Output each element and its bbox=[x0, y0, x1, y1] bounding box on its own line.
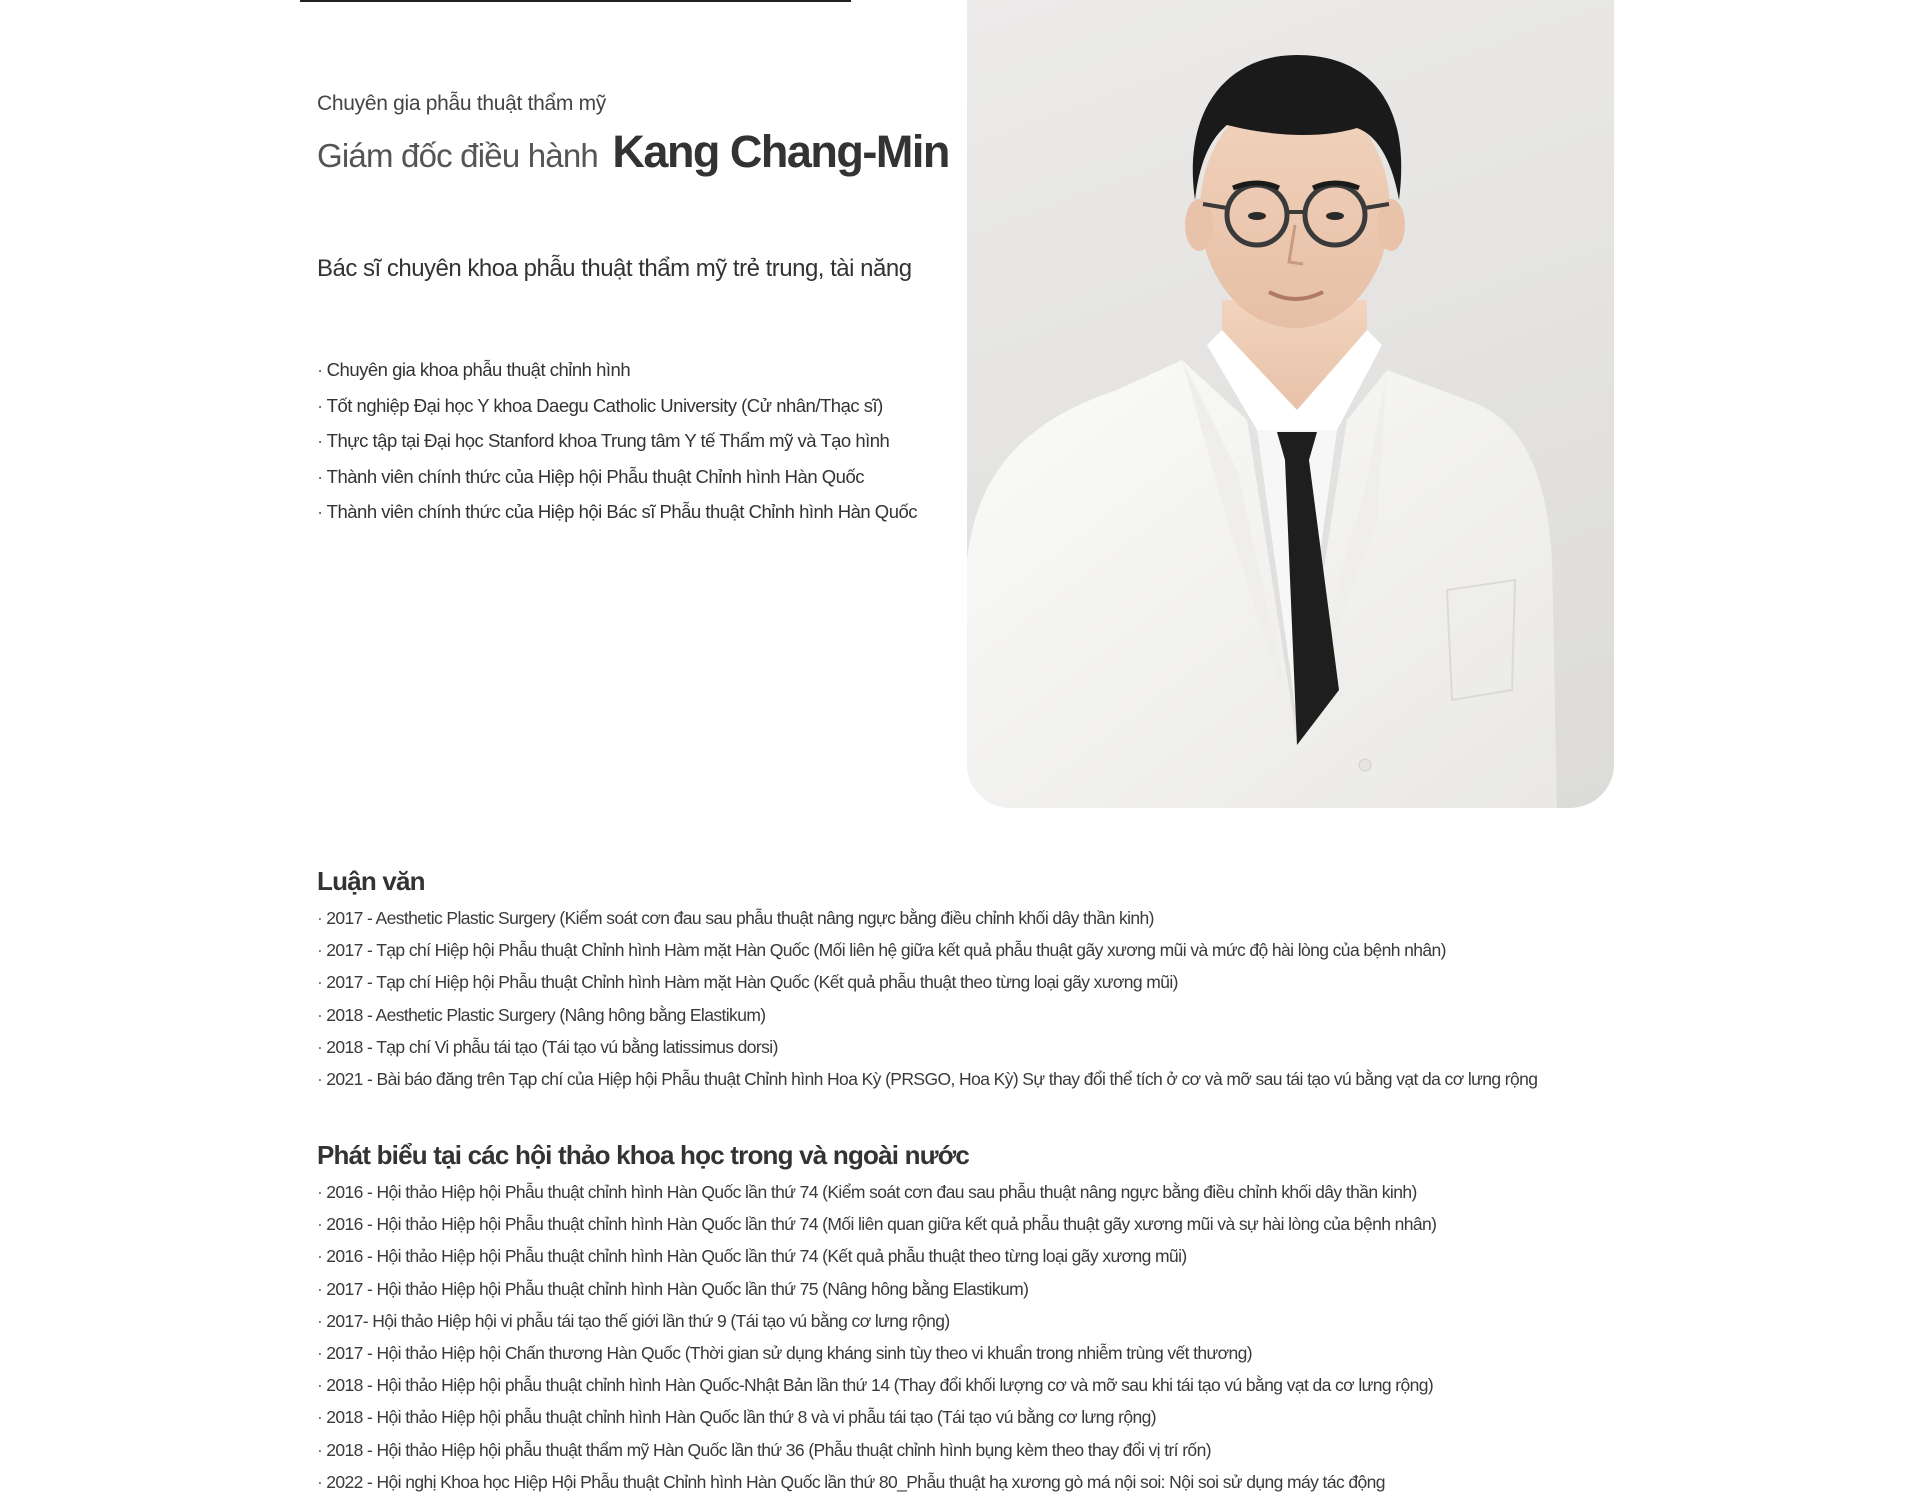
paper-item: · 2018 - Tạp chí Vi phẫu tái tạo (Tái tạo vú bằng latissimus dorsi) bbox=[317, 1036, 778, 1057]
talk-item: · 2016 - Hội thảo Hiệp hội Phẫu thuật chỉnh hình Hàn Quốc lần thứ 74 (Kết quả phẫu thuật theo từng loại gãy xương mũi) bbox=[317, 1246, 1187, 1267]
bullet: · bbox=[317, 1471, 323, 1492]
bullet: · bbox=[317, 1182, 323, 1202]
talk-item: · 2022 - Hội nghị Khoa học Hiệp Hội Phẫu thuật Chỉnh hình Hàn Quốc lần thứ 80_Phẫu thuật hạ xương gò má nội soi: Nội soi sử dụng máy tác động bbox=[317, 1471, 1385, 1492]
bullet: · bbox=[317, 940, 323, 961]
credential-item: · Thành viên chính thức của Hiệp hội Phẫu thuật Chỉnh hình Hàn Quốc bbox=[317, 465, 864, 487]
bullet: · bbox=[317, 1214, 323, 1235]
bullet: · bbox=[317, 359, 323, 380]
paper-item: · 2017 - Tạp chí Hiệp hội Phẫu thuật Chỉnh hình Hàm mặt Hàn Quốc (Kết quả phẫu thuật theo từng loại gãy xương mũi) bbox=[317, 972, 1178, 993]
bullet: · bbox=[317, 972, 323, 993]
papers-heading: Luận văn bbox=[317, 866, 425, 896]
bullet: · bbox=[317, 1375, 323, 1396]
paper-item: · 2021 - Bài báo đăng trên Tạp chí của Hiệp hội Phẫu thuật Chỉnh hình Hoa Kỳ (PRSGO, Hoa Kỳ) Sự thay đổi thể tích ở cơ và mỡ sau tái tạo vú bằng vạt da cơ lưng rộng bbox=[317, 1069, 1538, 1090]
bullet: · bbox=[317, 1407, 323, 1428]
doctor-tagline: Bác sĩ chuyên khoa phẫu thuật thẩm mỹ trẻ trung, tài năng bbox=[317, 255, 912, 282]
bullet: · bbox=[317, 1246, 323, 1267]
talk-item: · 2017 - Hội thảo Hiệp hội Phẫu thuật chỉnh hình Hàn Quốc lần thứ 75 (Nâng hông bằng Elastikum) bbox=[317, 1278, 1029, 1299]
talk-item: · 2018 - Hội thảo Hiệp hội phẫu thuật thẩm mỹ Hàn Quốc lần thứ 36 (Phẫu thuật chỉnh hình bụng kèm theo thay đổi vị trí rốn) bbox=[317, 1439, 1211, 1460]
paper-item: · 2018 - Aesthetic Plastic Surgery (Nâng hông bằng Elastikum) bbox=[317, 1004, 766, 1025]
credential-item: · Tốt nghiệp Đại học Y khoa Daegu Catholic University (Cử nhân/Thạc sĩ) bbox=[317, 394, 883, 416]
doctor-intro bbox=[317, 92, 957, 178]
credentials-list bbox=[317, 352, 917, 530]
top-divider bbox=[300, 0, 851, 2]
bullet: · bbox=[317, 465, 323, 487]
paper-item: · 2017 - Aesthetic Plastic Surgery (Kiểm soát cơn đau sau phẫu thuật nâng ngực bằng điều chỉnh khối dây thần kinh) bbox=[317, 908, 1154, 928]
paper-item: · 2017 - Tạp chí Hiệp hội Phẫu thuật Chỉnh hình Hàm mặt Hàn Quốc (Mối liên hệ giữa kết quả phẫu thuật gãy xương mũi và mức độ hài lòng của bệnh nhân) bbox=[317, 940, 1446, 961]
credential-item: · Thực tập tại Đại học Stanford khoa Trung tâm Y tế Thẩm mỹ và Tạo hình bbox=[317, 430, 890, 451]
portrait-illustration bbox=[967, 0, 1614, 808]
talk-item: · 2017 - Hội thảo Hiệp hội Chấn thương Hàn Quốc (Thời gian sử dụng kháng sinh tùy theo vi khuẩn trong nhiễm trùng vết thương) bbox=[317, 1343, 1253, 1364]
bullet: · bbox=[317, 430, 323, 451]
doctor-specialty: Chuyên gia phẫu thuật thẩm mỹ bbox=[317, 92, 606, 115]
credential-item: · Thành viên chính thức của Hiệp hội Bác sĩ Phẫu thuật Chỉnh hình Hàn Quốc bbox=[317, 501, 918, 522]
bullet: · bbox=[317, 1069, 323, 1090]
bullet: · bbox=[317, 394, 323, 416]
bullet: · bbox=[317, 1310, 323, 1331]
doctor-portrait bbox=[967, 0, 1614, 808]
papers-section bbox=[317, 866, 1537, 1095]
bullet: · bbox=[317, 1278, 323, 1299]
talk-item: · 2018 - Hội thảo Hiệp hội phẫu thuật chỉnh hình Hàn Quốc lần thứ 8 và vi phẫu tái tạo (Tái tạo vú bằng cơ lưng rộng) bbox=[317, 1407, 1157, 1428]
talks-list bbox=[317, 1176, 1436, 1498]
doctor-title bbox=[317, 126, 957, 178]
bullet: · bbox=[317, 1343, 323, 1364]
bullet: · bbox=[317, 501, 323, 522]
talks-section bbox=[317, 1140, 1436, 1498]
talk-item: · 2018 - Hội thảo Hiệp hội phẫu thuật chỉnh hình Hàn Quốc-Nhật Bản lần thứ 14 (Thay đổi khối lượng cơ và mỡ sau khi tái tạo vú bằng vạt da cơ lưng rộng) bbox=[317, 1375, 1434, 1396]
credential-item: · Chuyên gia khoa phẫu thuật chỉnh hình bbox=[317, 359, 631, 380]
talk-item: · 2016 - Hội thảo Hiệp hội Phẫu thuật chỉnh hình Hàn Quốc lần thứ 74 (Mối liên quan giữa kết quả phẫu thuật gãy xương mũi và sự hài lòng của bệnh nhân) bbox=[317, 1214, 1437, 1235]
bullet: · bbox=[317, 1004, 323, 1025]
doctor-role: Giám đốc điều hành bbox=[317, 137, 598, 174]
talks-heading: Phát biểu tại các hội thảo khoa học trong và ngoài nước bbox=[317, 1140, 970, 1170]
talk-item: · 2016 - Hội thảo Hiệp hội Phẫu thuật chỉnh hình Hàn Quốc lần thứ 74 (Kiểm soát cơn đau sau phẫu thuật nâng ngực bằng điều chỉnh khối dây thần kinh) bbox=[317, 1182, 1417, 1202]
bullet: · bbox=[317, 1439, 323, 1460]
bullet: · bbox=[317, 908, 323, 928]
papers-list bbox=[317, 902, 1537, 1095]
doctor-name: Kang Chang-Min bbox=[612, 126, 949, 177]
bullet: · bbox=[317, 1036, 323, 1057]
talk-item: · 2017- Hội thảo Hiệp hội vi phẫu tái tạo thế giới lần thứ 9 (Tái tạo vú bằng cơ lưng rộng) bbox=[317, 1310, 950, 1331]
